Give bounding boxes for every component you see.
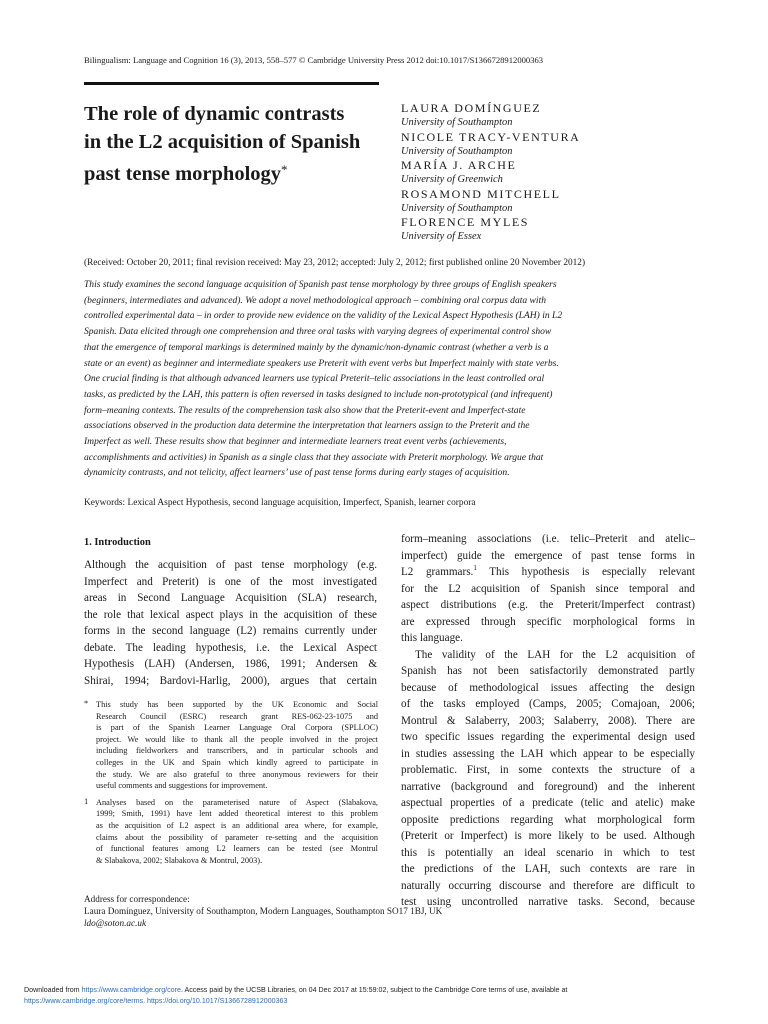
running-head: Bilingualism: Language and Cognition 16 (3), 2013, 558–577 © Cambridge University Press 2012 doi:10.1017/S1366728912000363	[84, 55, 544, 65]
footnote-mark: *	[84, 698, 89, 708]
abstract	[84, 277, 684, 481]
body-line: naturally occurring discourse and therefore are difficult to	[401, 879, 695, 892]
body-line-text: This hypothesis is especially relevant	[476, 566, 695, 578]
footnote	[84, 699, 378, 792]
body-line: the role that lexical aspect plays in the acquisition of these	[84, 608, 377, 621]
author-name: NICOLE TRACY-VENTURA	[401, 129, 581, 144]
body-line: Shirai, 1994; Bardovi-Harlig, 2000), argues that certain	[84, 674, 377, 687]
abstract-line: dynamicity contrasts, and not telicity, affect learners’ use of past tense forms during early stages of acquisition.	[84, 467, 510, 479]
body-line: the predictions of the LAH, such contexts are rare in	[401, 863, 695, 875]
body-line: debate. The leading hypothesis, i.e. the Lexical Aspect	[84, 641, 377, 654]
section-heading: 1. Introduction	[84, 537, 151, 548]
terms-link[interactable]: https://www.cambridge.org/core/terms	[24, 996, 144, 1005]
body-line: opposite predictions regarding what morphological form	[401, 813, 695, 826]
body-line	[401, 564, 695, 581]
download-text: .	[143, 996, 148, 1005]
download-line	[24, 985, 567, 996]
footnote-mark: 1	[84, 795, 89, 806]
footnote-line: the study. We are also grateful to three anonymous reviewers for their	[96, 769, 378, 779]
body-line: test using uncontrolled narrative tasks. Second, because	[401, 896, 695, 908]
author-affiliation: University of Southampton	[401, 202, 513, 214]
abstract-line: One crucial finding is that although advanced learners use typical Preterit–telic associations in the least controlled oral	[84, 373, 545, 385]
correspondence-email[interactable]: ldo@soton.ac.uk	[84, 918, 147, 928]
correspondence-address: Laura Domínguez, University of Southampton, Modern Languages, Southampton SO17 1BJ, UK	[84, 906, 443, 916]
author-name: LAURA DOMÍNGUEZ	[401, 101, 542, 115]
author-list	[401, 101, 701, 244]
abstract-line: tasks, as predicted by the LAH, this pattern is often reversed in tasks designed to include non-prototypical (and infrequent)	[84, 388, 553, 400]
title-line: The role of dynamic contrasts	[84, 103, 345, 125]
download-text: Downloaded from	[24, 986, 82, 994]
title-line: in the L2 acquisition of Spanish	[84, 131, 361, 153]
body-line: because of methodological issues affecting the design	[401, 681, 695, 694]
body-line: narrative (background and foreground) and the inherent	[401, 780, 695, 793]
title-line-text: past tense morphology	[84, 163, 282, 185]
footnote-line: useful comments and suggestions for improvement.	[96, 781, 268, 791]
body-line: forms in the second language (L2) remains currently under	[84, 625, 377, 637]
body-line: Imperfect and Preterit) is one of the most investigated	[84, 575, 377, 588]
body-line: (Preterit or Imperfect) is more likely to be used. Although	[401, 830, 695, 842]
footnote-line: Analyses based on the parameterised nature of Aspect (Slabakova,	[96, 797, 378, 807]
body-line: Hypothesis (LAH) (Andersen, 1986, 1991; Andersen &	[84, 658, 377, 670]
left-column-text	[84, 557, 377, 689]
footnote-line: colleges in the UK and Spain which kindly agreed to participate in	[96, 757, 378, 767]
footnote-line: claims about the possibility of parameter re-setting and the acquisition	[96, 832, 378, 842]
abstract-line: Imperfect as well. These results show that beginner and intermediate learners treat event verbs (achievements,	[84, 436, 507, 448]
body-line: for the L2 acquisition of Spanish since temporal and	[401, 582, 695, 595]
footnotes	[84, 699, 378, 871]
body-line: areas in Second Language Acquisition (SLA) research,	[84, 592, 377, 604]
correspondence-label: Address for correspondence:	[84, 894, 190, 904]
body-line: are expressed through specific morphological forms in	[401, 615, 695, 628]
footnote-line: including fieldworkers and transcribers, and in particular schools and	[96, 746, 378, 756]
download-line	[24, 996, 567, 1007]
abstract-line: Spanish. Data elicited through one comprehension and three oral tasks with varying degrees of experimental control show	[84, 326, 552, 338]
abstract-line: controlled experimental data – in order to provide new evidence on the validity of the Lexical Aspect Hypothesis (LAH) in L2	[84, 310, 563, 322]
footnote-line: project. We would like to thank all the people involved in the project	[96, 734, 378, 744]
footnote-reference[interactable]: 1	[473, 564, 477, 572]
author-name: MARÍA J. ARCHE	[401, 158, 517, 172]
footnote-line: is part of the Spanish Learner Language Oral Corpora (SPLLOC)	[96, 723, 378, 733]
body-line: The validity of the LAH for the L2 acquisition of	[415, 648, 695, 661]
abstract-line: associations observed in the production data determine the interpretation that learners assign to the Preterit and the	[84, 420, 530, 432]
footnote-line: & Slabakova, 2002; Slabakova & Montrul, 2003).	[96, 855, 263, 865]
footnote-line: Research Council (ESRC) research grant RES-062-23-1075 and	[96, 711, 378, 721]
paper-title	[84, 100, 394, 188]
footnote-line: of functional features among L2 learners can be tested (see Montrul	[96, 844, 378, 854]
abstract-line: (beginners, intermediates and advanced). We adopt a novel methodological approach – combining oral corpus data with	[84, 294, 546, 306]
author-affiliation: University of Southampton	[401, 117, 513, 128]
abstract-line: This study examines the second language acquisition of Spanish past tense morphology by three groups of English speakers	[84, 279, 557, 290]
footnote	[84, 797, 378, 867]
author-affiliation: University of Greenwich	[401, 174, 503, 185]
correspondence	[84, 893, 442, 929]
title-rule	[84, 82, 379, 85]
abstract-line: accomplishments and activities) in Spanish as a single class that they associate with Preterit morphology. We argue that	[84, 451, 544, 463]
body-line: Spanish has not been satisfactorily demonstrated partly	[401, 665, 695, 677]
body-line: Although the acquisition of past tense morphology (e.g.	[84, 559, 377, 571]
received-dates: (Received: October 20, 2011; final revision received: May 23, 2012; accepted: July 2, 2012; first published online 20 November 2012)	[84, 258, 586, 268]
body-line: form–meaning associations (i.e. telic–Preterit and atelic–	[401, 533, 695, 545]
footnote-line: as the acquisition of L2 aspect is an additional area where, for example,	[96, 820, 378, 830]
body-line: aspect distributions (e.g. the Preterit/Imperfect contrast)	[401, 599, 695, 611]
body-line: Montrul & Salaberry, 2003; Salaberry, 2008). There are	[401, 714, 695, 727]
right-column-text	[401, 531, 695, 911]
author-affiliation: University of Essex	[401, 231, 482, 242]
author-affiliation: University of Southampton	[401, 145, 513, 157]
body-line-text: L2 grammars.	[401, 566, 474, 578]
abstract-line: that the emergence of temporal markings is determined mainly by the dynamic/non-dynamic contrast (whether a verb is a	[84, 341, 549, 353]
body-line: this language.	[401, 632, 463, 644]
body-line: this is potentially an ideal scenario in which to test	[401, 846, 695, 859]
body-line: imperfect) guide the emergence of past tense forms in	[401, 549, 695, 562]
abstract-line: form–meaning contexts. The results of the comprehension task also show that the Preterit-event and Imperfect-state	[84, 404, 526, 416]
author-name: ROSAMOND MITCHELL	[401, 186, 561, 201]
download-notice	[24, 985, 567, 1006]
cambridge-core-link[interactable]: https://www.cambridge.org/core	[81, 986, 181, 994]
title-line	[84, 156, 394, 188]
body-line: in studies assessing the LAH which appear to be especially	[401, 747, 695, 760]
title-footnote-mark: *	[281, 162, 288, 177]
body-line: of the tasks employed (Camps, 2005; Comajoan, 2006;	[401, 698, 695, 710]
keywords: Keywords: Lexical Aspect Hypothesis, second language acquisition, Imperfect, Spanish, learner corpora	[84, 498, 476, 508]
body-line: two specific issues regarding the experimental design used	[401, 731, 695, 743]
footnote-line: This study has been supported by the UK Economic and Social	[96, 700, 378, 709]
download-text: . Access paid by the UCSB Libraries, on 04 Dec 2017 at 15:59:02, subject to the Cambridge Core terms of use, available at	[180, 986, 568, 994]
author-name: FLORENCE MYLES	[401, 215, 530, 229]
footnote-line: 1999; Smith, 1991) have lent added theoretical interest to this problem	[96, 809, 378, 819]
body-line: problematic. First, in some contexts the structure of a	[401, 764, 695, 776]
body-line: aspectual properties of a predicate (telic and atelic) make	[401, 797, 695, 809]
doi-link[interactable]: https://doi.org/10.1017/S1366728912000363	[147, 996, 288, 1005]
abstract-line: state or an event) as beginner and intermediate speakers use Preterit with event verbs but Imperfect mainly with state verbs.	[84, 357, 559, 369]
